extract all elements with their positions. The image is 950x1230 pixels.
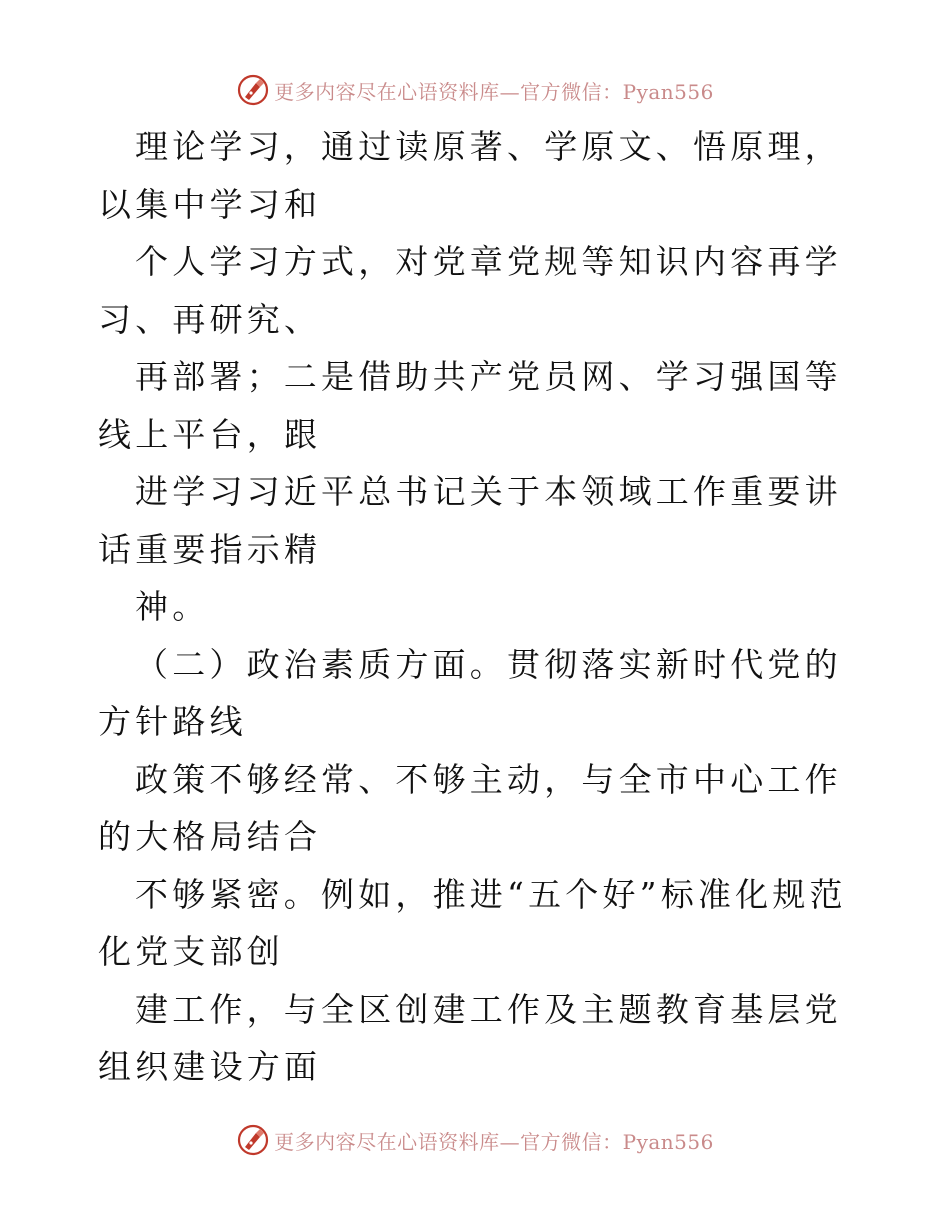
document-body bbox=[98, 118, 858, 1096]
footer-watermark bbox=[0, 1120, 950, 1160]
paragraph: （二）政治素质方面。贯彻落实新时代党的方针路线 bbox=[98, 644, 842, 741]
paragraph: 再部署；二是借助共产党员网、学习强国等线上平台，跟 bbox=[98, 357, 842, 454]
watermark-text: 更多内容尽在心语资料库—官方微信：Pyan556 bbox=[274, 1129, 714, 1154]
paragraph: 理论学习，通过读原著、学原文、悟原理，以集中学习和 bbox=[98, 127, 842, 224]
paragraph: 政策不够经常、不够主动，与全市中心工作的大格局结合 bbox=[98, 759, 842, 856]
watermark-text: 更多内容尽在心语资料库—官方微信：Pyan556 bbox=[274, 79, 714, 104]
header-watermark bbox=[0, 70, 950, 110]
paragraph: 个人学习方式，对党章党规等知识内容再学习、再研究、 bbox=[98, 242, 842, 339]
paragraph: 建工作，与全区创建工作及主题教育基层党组织建设方面 bbox=[98, 989, 842, 1086]
paragraph: 神。 bbox=[135, 587, 210, 626]
paragraph: 进学习习近平总书记关于本领域工作重要讲话重要指示精 bbox=[98, 472, 842, 569]
pen-nib-logo-icon bbox=[236, 73, 270, 107]
paragraph: 不够紧密。例如，推进“五个好”标准化规范化党支部创 bbox=[98, 874, 847, 971]
pen-nib-logo-icon bbox=[236, 1123, 270, 1157]
